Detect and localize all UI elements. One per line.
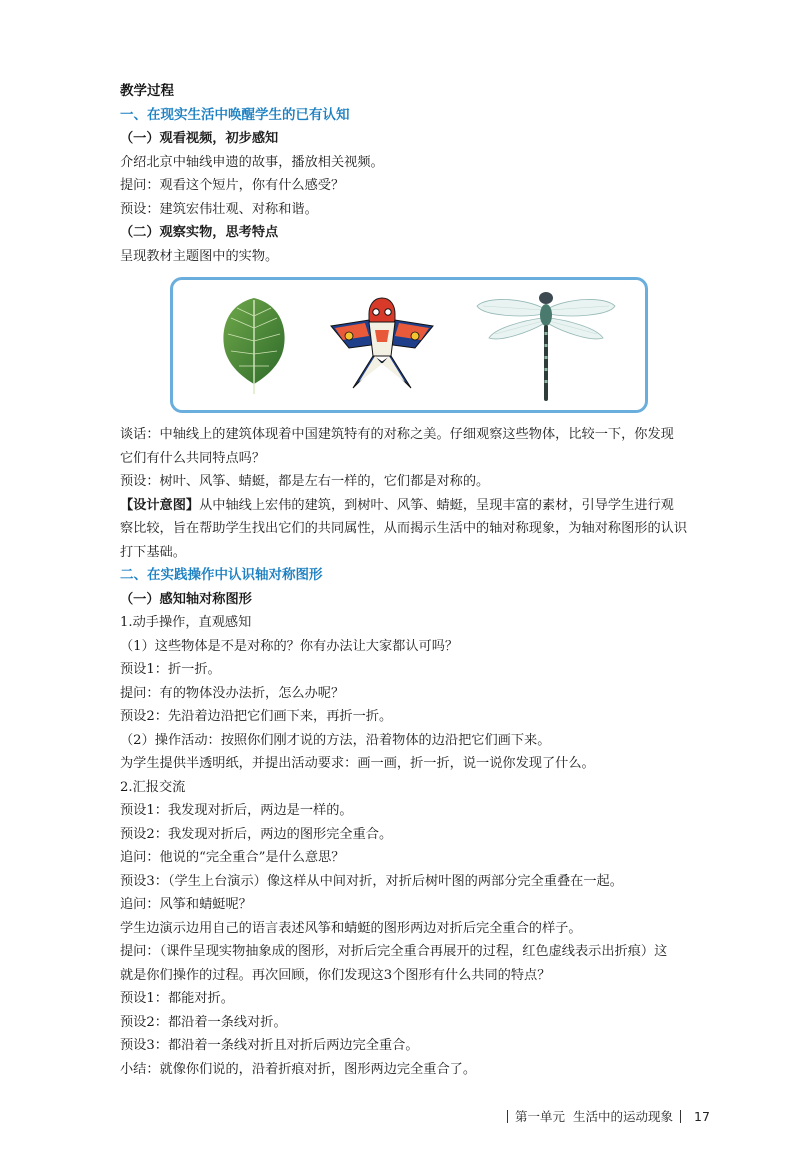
paragraph-line: 预设：树叶、风筝、蜻蜓，都是左右一样的，它们都是对称的。	[120, 474, 490, 489]
paragraph-line: 预设1：都能对折。	[120, 991, 234, 1006]
paragraph-line: 预设2：都沿着一条线对折。	[120, 1014, 287, 1030]
paragraph-line: 提问：有的物体没办法折，怎么办呢？	[120, 685, 345, 701]
page-footer	[500, 1107, 710, 1125]
paragraph-line: 呈现教材主题图中的实物。	[120, 248, 279, 264]
paragraph-line: （2）操作活动：按照你们刚才说的方法，沿着物体的边沿把它们画下来。	[120, 732, 551, 748]
figure-frame	[170, 277, 648, 413]
paragraph-line: 1.动手操作，直观感知	[120, 615, 252, 630]
paragraph-line: 就是你们操作的过程。再次回顾，你们发现这3个图形有什么共同的特点？	[120, 967, 551, 983]
paragraph-line: 察比较，旨在帮助学生找出它们的共同属性，从而揭示生活中的轴对称现象，为轴对称图形的认识	[120, 521, 688, 536]
section2-title: 二、在实践操作中认识轴对称图形	[120, 567, 323, 583]
design-intent-text: 从中轴线上宏伟的建筑，到树叶、风筝、蜻蜓，呈现丰富的素材，引导学生进行观	[199, 497, 674, 513]
footer-title: 生活中的运动现象	[573, 1109, 674, 1124]
paragraph-line: 2.汇报交流	[120, 779, 186, 795]
paragraph-line: 预设3：（学生上台演示）像这样从中间对折，对折后树叶图的两部分完全重叠在一起。	[120, 873, 623, 889]
section1-title: 一、在现实生活中唤醒学生的已有认知	[120, 106, 350, 123]
paragraph-line: 追问：风筝和蜻蜓呢？	[120, 897, 252, 912]
footer-divider	[680, 1110, 681, 1123]
page-heading: 教学过程	[120, 83, 174, 99]
paragraph-line: 为学生提供半透明纸，并提出活动要求：画一画，折一折，说一说你发现了什么。	[120, 756, 595, 771]
page-number: 17	[694, 1109, 710, 1124]
paragraph-line: 打下基础。	[120, 544, 186, 560]
paragraph-line: 预设1：折一折。	[120, 662, 221, 677]
paragraph-line: 预设2：我发现对折后，两边的图形完全重合。	[120, 826, 393, 842]
section1-sub1-title: （一）观看视频，初步感知	[120, 131, 279, 146]
design-intent-tag: 【设计意图】	[120, 497, 200, 513]
swallow-kite-icon	[329, 292, 435, 396]
dragonfly-icon	[473, 288, 619, 404]
section1-sub2-title: （二）观察实物，思考特点	[120, 225, 279, 240]
paragraph-line: 预设2：先沿着边沿把它们画下来，再折一折。	[120, 709, 393, 724]
footer-unit: 第一单元	[515, 1109, 566, 1124]
footer-divider	[507, 1110, 508, 1123]
paragraph-line: 预设1：我发现对折后，两边是一样的。	[120, 803, 353, 818]
content-column	[120, 80, 720, 1081]
paragraph-line: 提问：（课件呈现实物抽象成的图形，对折后完全重合再展开的过程，红色虚线表示出折痕）这	[120, 944, 668, 959]
paragraph-line: 预设：建筑宏伟壮观、对称和谐。	[120, 201, 318, 217]
paragraph-line: 提问：观看这个短片，你有什么感受？	[120, 178, 345, 193]
paragraph-line: 它们有什么共同特点吗？	[120, 450, 266, 466]
paragraph-line: 追问：他说的“完全重合”是什么意思？	[120, 850, 345, 865]
paragraph-line: （1）这些物体是不是对称的？你有办法让大家都认可吗？	[120, 638, 459, 654]
paragraph-line: 小结：就像你们说的，沿着折痕对折，图形两边完全重合了。	[120, 1061, 477, 1077]
section2-sub1-title: （一）感知轴对称图形	[120, 591, 252, 607]
paragraph-line: 介绍北京中轴线申遗的故事，播放相关视频。	[120, 154, 384, 170]
paragraph-line: 学生边演示边用自己的语言表述风筝和蜻蜓的图形两边对折后完全重合的样子。	[120, 920, 582, 936]
paragraph-line: 谈话：中轴线上的建筑体现着中国建筑特有的对称之美。仔细观察这些物体，比较一下，你发现	[120, 427, 674, 442]
leaf-icon	[219, 296, 289, 396]
paragraph-line: 预设3：都沿着一条线对折且对折后两边完全重合。	[120, 1038, 419, 1053]
design-intent-line	[120, 494, 720, 518]
